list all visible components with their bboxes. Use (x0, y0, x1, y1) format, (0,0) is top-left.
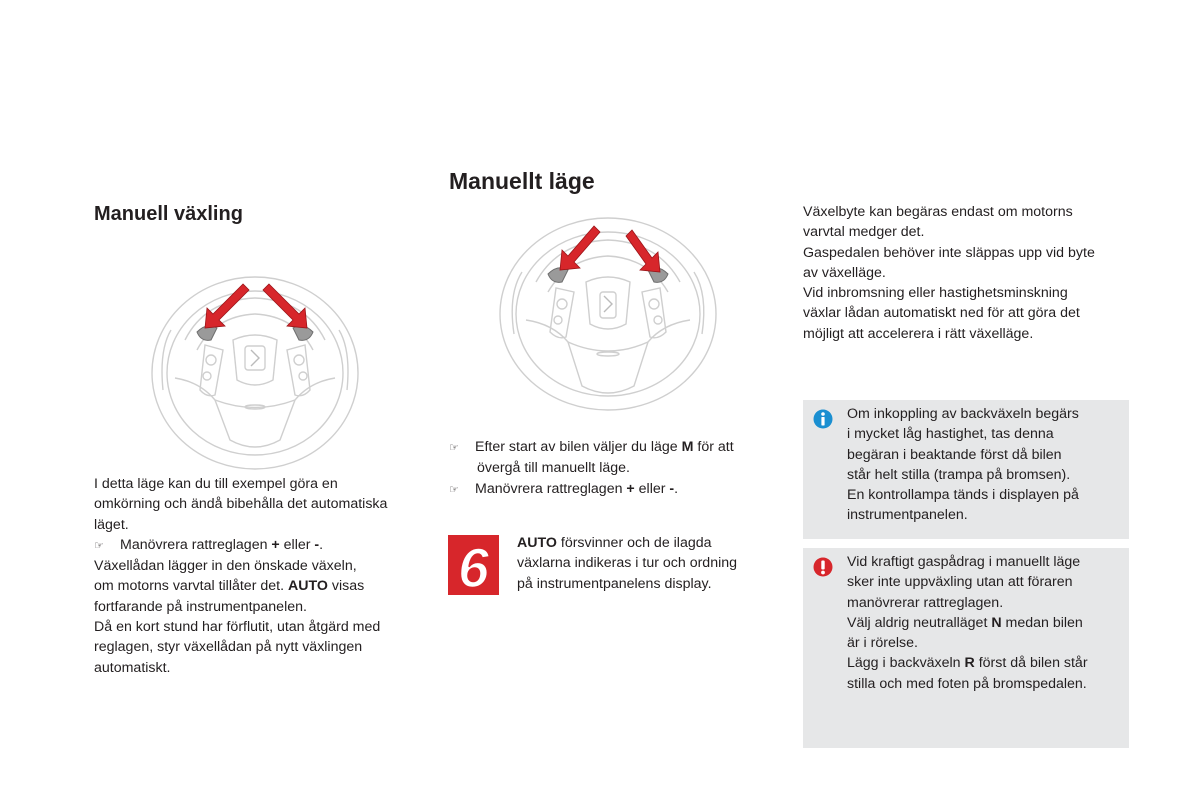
text-line: automatiskt. (94, 659, 171, 676)
bullet-item: ☞ Efter start av bilen väljer du läge M för att (449, 437, 779, 458)
text-line: Om inkoppling av backväxeln begärs (847, 406, 1079, 422)
text-line: I detta läge kan du till exempel göra en (94, 476, 338, 492)
text-line: begäran i beaktande först då bilen (847, 446, 1062, 463)
text-line: AUTO försvinner och de ilagda (517, 535, 712, 551)
info-box (803, 400, 1129, 539)
hand-pointer-icon: ☞ (94, 538, 104, 552)
text-line: En kontrollampa tänds i displayen på (847, 487, 1079, 504)
warning-icon (813, 557, 833, 577)
hand-pointer-icon: ☞ (449, 482, 459, 496)
warning-box (803, 548, 1129, 748)
text-line: fortfarande på instrumentpanelen. (94, 598, 307, 615)
text-line: omkörning och ändå bibehålla det automatiska (94, 496, 388, 513)
svg-text:6: 6 (457, 536, 490, 595)
info-text (847, 404, 1122, 526)
text-line: Vid inbromsning eller hastighetsminskning (803, 285, 1068, 302)
text-line: läget. (94, 516, 129, 533)
steering-wheel-illustration-left (145, 270, 365, 470)
text-line: möjligt att accelerera i rätt växelläge. (803, 325, 1034, 342)
info-icon (813, 409, 833, 429)
text-line: på instrumentpanelens display. (517, 575, 712, 592)
text-line: sker inte uppväxling utan att föraren (847, 574, 1073, 591)
text-line: Vid kraftigt gaspådrag i manuellt läge (847, 554, 1081, 570)
section-heading-manual-mode: Manuellt läge (449, 168, 595, 194)
text-line: instrumentpanelen. (847, 507, 968, 524)
text-line: växlar lådan automatiskt ned för att göra det (803, 305, 1080, 322)
text-line: Lägg i backväxeln R först då bilen står (847, 655, 1088, 672)
segment-digit-icon (448, 535, 499, 595)
text-line: Gaspedalen behöver inte släppas upp vid byte (803, 244, 1095, 261)
section-heading-manual-shift: Manuell växling (94, 203, 243, 225)
text-line: reglagen, styr växellådan på nytt växlingen (94, 639, 363, 656)
warning-text (847, 552, 1122, 694)
text-line: manövrerar rattreglagen. (847, 594, 1004, 611)
text-line: växlarna indikeras i tur och ordning (517, 555, 738, 572)
bullet-item: ☞ Manövrera rattreglagen + eller -. (449, 479, 779, 500)
auto-display-text (517, 533, 777, 594)
gear-display-icon (448, 535, 499, 595)
right-body-text (803, 202, 1133, 344)
text-line: Då en kort stund har förflutit, utan åtgärd med (94, 619, 381, 636)
middle-bullets (449, 437, 779, 500)
text-line: Växellådan lägger in den önskade växeln, (94, 558, 357, 575)
text-line: står helt stilla (trampa på bromsen). (847, 466, 1071, 483)
text-line: stilla och med foten på bromspedalen. (847, 675, 1087, 692)
text-line: är i rörelse. (847, 635, 918, 652)
text-line: i mycket låg hastighet, tas denna (847, 426, 1054, 443)
bullet-continuation: övergå till manuellt läge. (477, 460, 630, 477)
bullet-item: ☞ Manövrera rattreglagen + eller -. (94, 535, 424, 556)
text-line: Växelbyte kan begäras endast om motorns (803, 204, 1073, 220)
text-line: Välj aldrig neutralläget N medan bilen (847, 614, 1083, 631)
steering-wheel-illustration-middle (498, 214, 718, 414)
text-line: av växelläge. (803, 264, 886, 281)
text-line: om motorns varvtal tillåter det. AUTO visas (94, 578, 365, 595)
hand-pointer-icon: ☞ (449, 441, 459, 454)
left-body-text (94, 474, 424, 678)
text-line: varvtal medger det. (803, 224, 925, 241)
